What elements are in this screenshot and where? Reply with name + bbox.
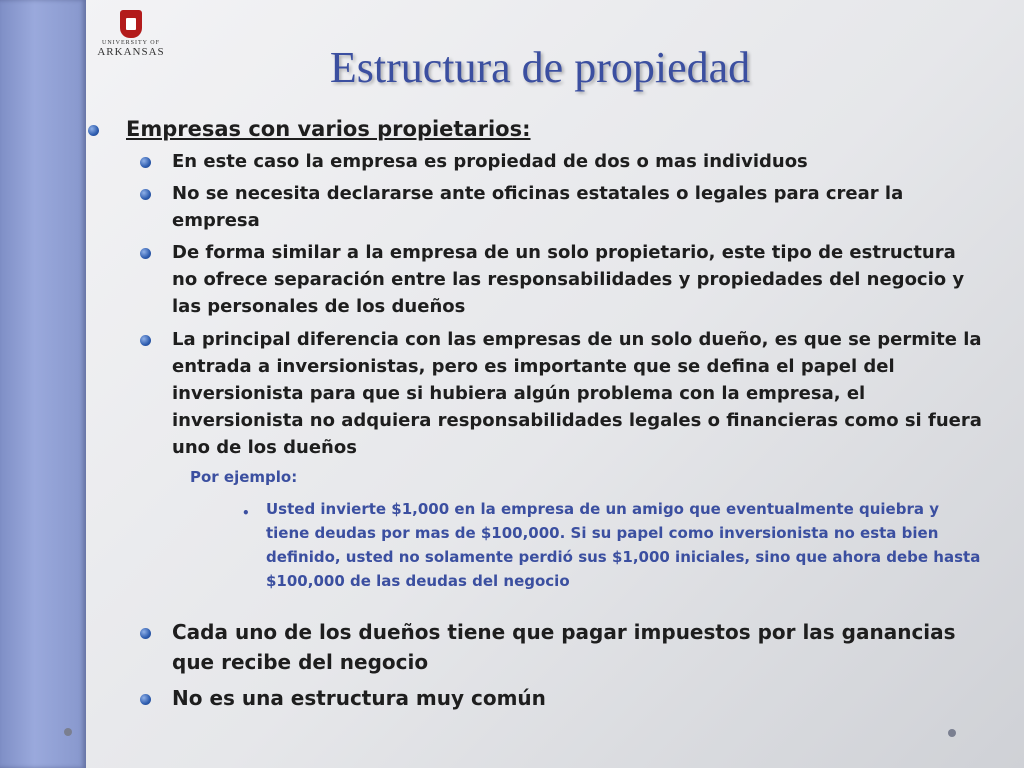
left-bar-edge — [0, 0, 86, 768]
point-2: No se necesita declararse ante oficinas estatales o legales para crear la empresa — [172, 183, 904, 231]
final-point-2: No es una estructura muy común — [172, 686, 546, 710]
point-bullet-icon — [140, 157, 151, 168]
logo-small-text: UNIVERSITY OF — [102, 40, 160, 46]
final-point-1: Cada uno de los dueños tiene que pagar impuestos por las ganancias que recibe del negocio — [172, 620, 956, 674]
point-bullet-icon — [140, 248, 151, 259]
example-text: Usted invierte $1,000 en la empresa de un amigo que eventualmente quiebra y tiene deudas por mas de $100,000. Si su papel como inversionista no esta bien definido, usted no solamente perdió sus $1,000 iniciales, sino que ahora debe hasta $100,000 de las deudas del negocio — [266, 500, 981, 590]
point-bullet-icon — [140, 628, 151, 639]
right-bottom-dot — [948, 729, 956, 737]
point-4: La principal diferencia con las empresas de un solo dueño, es que se permite la entrada a inversionistas, pero es importante que se defina el papel del inversionista para que si hubiera algún problema con la empresa, el inversionista no adquiera responsabilidades legales o financieras como si fuera uno de los dueños — [172, 329, 982, 458]
left-bottom-dot — [64, 728, 72, 736]
point-3: De forma similar a la empresa de un solo propietario, este tipo de estructura no ofrece separación entre las responsabilidades y propiedades del negocio y las personales de los dueños — [172, 242, 965, 317]
slide-title: Estructura de propiedad — [329, 43, 751, 92]
logo-big-text: ARKANSAS — [97, 46, 165, 58]
example-bullet-icon: • — [242, 506, 250, 520]
university-logo — [96, 10, 166, 58]
point-bullet-icon — [140, 335, 151, 346]
point-bullet-icon — [140, 189, 151, 200]
heading-bullet-icon — [88, 125, 99, 136]
point-bullet-icon — [140, 694, 151, 705]
section-heading: Empresas con varios propietarios: — [126, 117, 531, 141]
point-1: En este caso la empresa es propiedad de dos o mas individuos — [172, 151, 808, 172]
university-seal-icon — [120, 10, 142, 38]
example-label: Por ejemplo: — [190, 468, 298, 486]
